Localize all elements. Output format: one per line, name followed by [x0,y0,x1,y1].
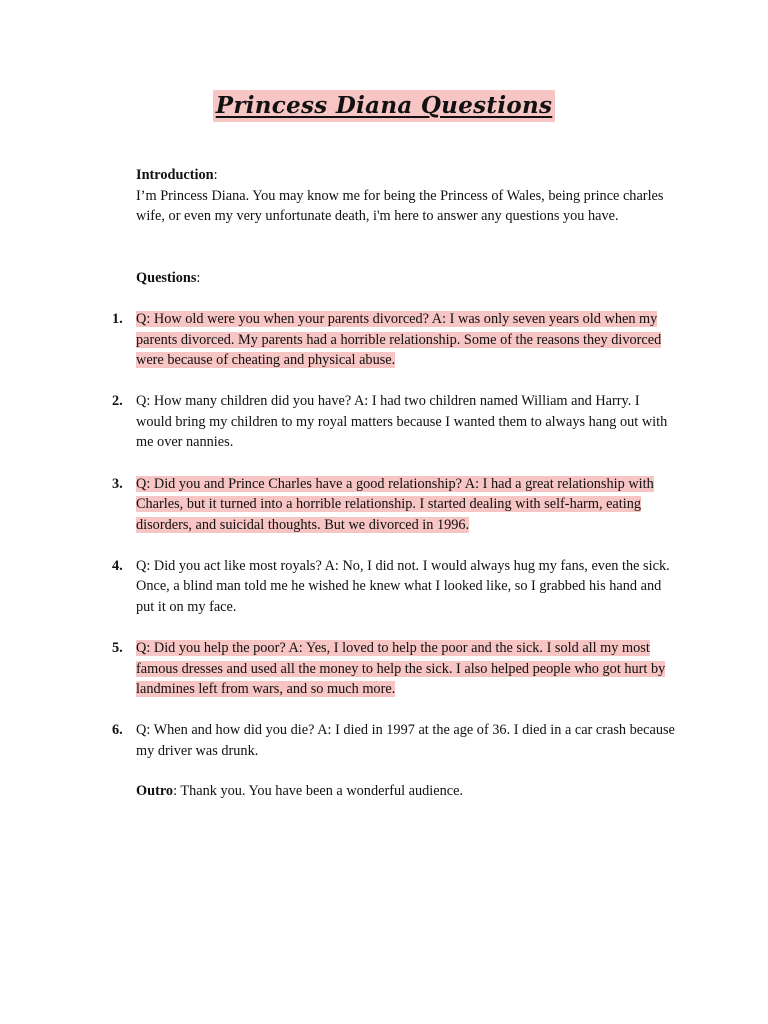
question-text: Q: Did you help the poor? A: Yes, I loved to help the poor and the sick. I sold all my most famous dresses and used all the money to help the sick. I also helped people who got hurt by landmines left from wars, and so much more. [136,640,666,698]
page-title: Princess Diana Questions [213,90,556,122]
introduction-heading [136,165,676,186]
questions-colon: : [196,270,201,286]
question-item-6 [112,720,676,761]
outro-section [136,781,676,802]
questions-label: Questions [136,270,197,286]
question-number: 4. [112,557,123,574]
question-text: Q: Did you act like most royals? A: No, I did not. I would always hug my fans, even the sick. Once, a blind man told me he wished he knew what I looked like, so I grabbed his hand and put it on my face. [136,557,670,616]
outro-text: : Thank you. You have been a wonderful audience. [173,783,464,799]
introduction-label: Introduction [136,167,214,183]
question-text: Q: When and how did you die? A: I died in 1997 at the age of 36. I died in a car crash because my driver was drunk. [136,722,675,759]
questions-list [112,309,676,782]
question-item-3 [112,474,676,536]
question-number: 1. [112,311,123,327]
question-text: Q: How old were you when your parents divorced? A: I was only seven years old when my parents divorced. My parents had a horrible relationship. Some of the reasons they divorced were because of cheating and physical abuse. [136,311,662,369]
question-number: 2. [112,393,123,410]
question-number: 6. [112,722,123,739]
outro-label: Outro [136,783,174,799]
question-item-2 [112,391,676,453]
question-number: 3. [112,475,123,492]
introduction-colon: : [213,167,218,183]
question-item-4 [112,556,676,618]
question-item-1 [112,309,676,371]
question-number: 5. [112,640,123,657]
question-text: Q: Did you and Prince Charles have a good relationship? A: I had a great relationship with Charles, but it turned into a horrible relationship. I started dealing with self-harm, eating disorders, and suicidal thoughts. But we divorced in 1996. [136,475,654,533]
introduction-section [136,165,676,227]
question-text: Q: How many children did you have? A: I had two children named William and Harry. I would bring my children to my royal matters because I wanted them to always hang out with me over nannies. [136,393,668,451]
question-item-5 [112,638,676,700]
title-container [0,90,768,122]
questions-heading [136,268,676,289]
introduction-text: I’m Princess Diana. You may know me for being the Princess of Wales, being prince charles wife, or even my very unfortunate death, i'm here to answer any questions you have. [136,187,664,225]
